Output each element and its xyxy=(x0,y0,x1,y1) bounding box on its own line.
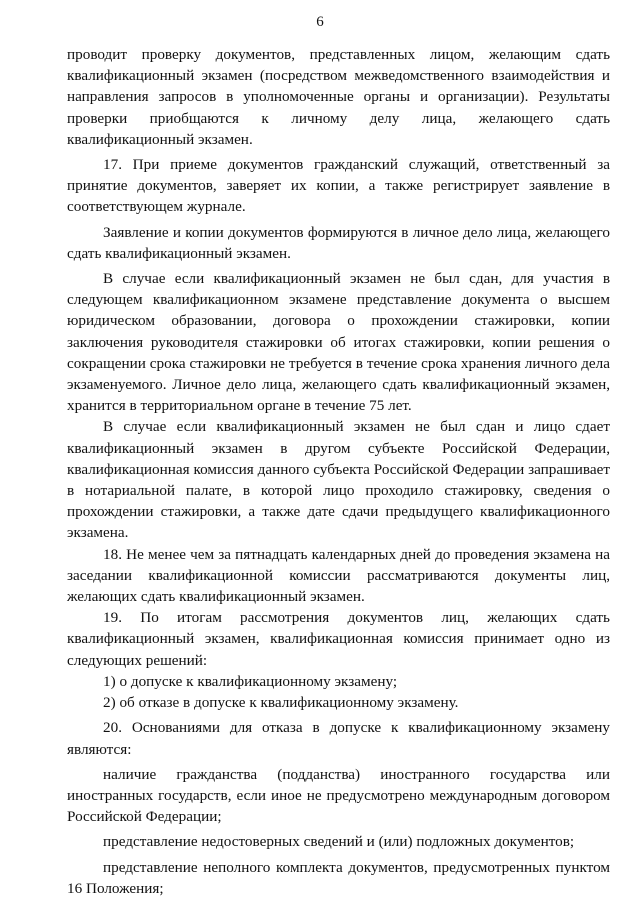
paragraph-17: 17. При приеме документов гражданский служащий, ответственный за принятие документов, заверяет их копии, а также регистрирует заявление в соответствующем журнале. xyxy=(67,156,610,216)
paragraph-personal-file: Заявление и копии документов формируются в личное дело лица, желающего сдать квалификационный экзамен. xyxy=(67,223,610,262)
paragraph-20: 20. Основаниями для отказа в допуске к квалификационному экзамену являются: xyxy=(67,719,610,758)
refusal-ground-citizenship: наличие гражданства (подданства) иностранного государства или иностранных государств, если иное не предусмотрено международным договором Российской Федерации; xyxy=(67,765,610,826)
page-number: 6 xyxy=(316,14,324,30)
document-body xyxy=(67,44,610,899)
paragraph-18: 18. Не менее чем за пятнадцать календарных дней до проведения экзамена на заседании квалификационной комиссии рассматриваются документы лиц, желающих сдать квалификационный экзамен. xyxy=(67,545,610,606)
paragraph-exam-not-passed: В случае если квалификационный экзамен не был сдан, для участия в следующем квалификационном экзамене представление документа о высшем юридическом образовании, договора о прохождении стажировки, копии заключения руководителя стажировки об итогах стажировки, копии решения о сокращении срока стажировки не требуется в течение срока хранения личного дела экзаменуемого. Личное дело лица, желающего сдать квалификационный экзамен, хранится в территориальном органе в течение 75 лет. xyxy=(67,270,610,415)
paragraph-other-subject: В случае если квалификационный экзамен не был сдан и лицо сдает квалификационный экзамен в другом субъекте Российской Федерации, квалификационная комиссия данного субъекта Российской Федерации запрашивает в нотариальной палате, в которой лицо проходило стажировку, сведения о прохождении стажировки, а также дате сдачи предыдущего квалификационного экзамена. xyxy=(67,418,610,542)
decision-item-2: 2) об отказе в допуске к квалификационному экзамену. xyxy=(103,694,459,712)
decision-item-1: 1) о допуске к квалификационному экзамену; xyxy=(103,672,398,690)
refusal-ground-false-info: представление недостоверных сведений и (или) подложных документов; xyxy=(103,833,575,851)
refusal-ground-incomplete: представление неполного комплекта документов, предусмотренных пунктом 16 Положения; xyxy=(67,858,610,897)
paragraph-continuation: проводит проверку документов, представленных лицом, желающим сдать квалификационный экзамен (посредством межведомственного взаимодействия и направления запросов в уполномоченные органы и организации). Результаты проверки приобщаются к личному делу лица, желающего сдать квалификационный экзамен. xyxy=(67,46,610,148)
paragraph-19: 19. По итогам рассмотрения документов лиц, желающих сдать квалификационный экзамен, квалификационная комиссия принимает одно из следующих решений: xyxy=(67,609,610,669)
